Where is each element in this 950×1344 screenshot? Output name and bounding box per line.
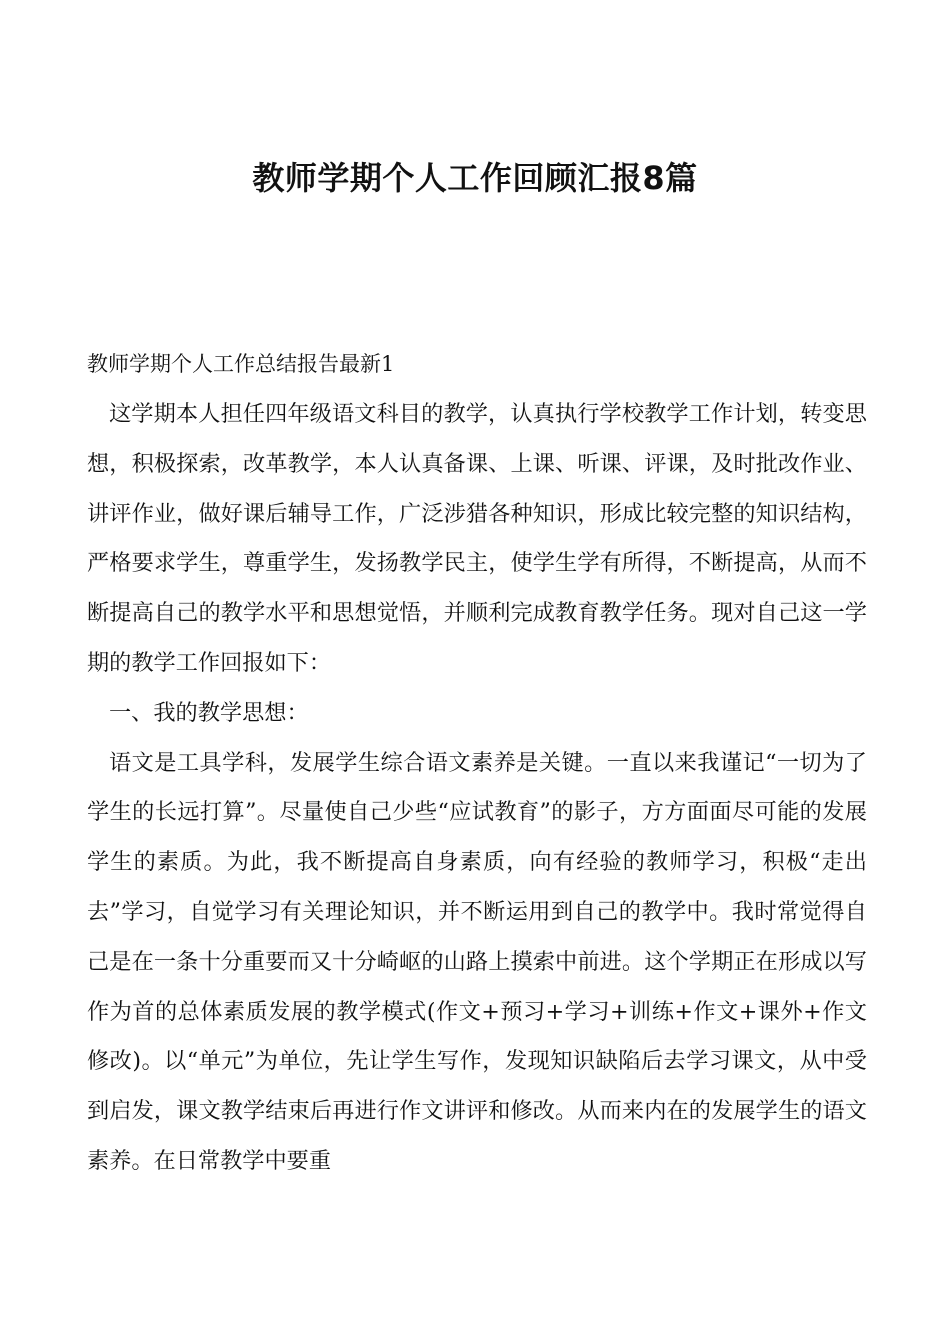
paragraph-teaching-thoughts: 语文是工具学科，发展学生综合语文素养是关键。一直以来我谨记“一切为了学生的长远打算”。尽量使自己少些“应试教育”的影子，方方面面尽可能的发展学生的素质。为此，我不断提高自身素质，向有经验的教师学习，积极“走出去”学习，自觉学习有关理论知识，并不断运用到自己的教学中。我时常觉得自己是在一条十分重要而又十分崎岖的山路上摸索中前进。这个学期正在形成以写作为首的总体素质发展的教学模式(作文+预习+学习+训练+作文+课外+作文修改)。以“单元”为单位，先让学生写作，发现知识缺陷后去学习课文，从中受到启发，课文教学结束后再进行作文讲评和修改。从而来内在的发展学生的语文素养。在日常教学中要重: [87, 749, 867, 1174]
subheading-teaching-thoughts: 一、我的教学思想：: [109, 699, 309, 726]
document-body: [87, 344, 867, 1187]
section-heading: 教师学期个人工作总结报告最新1: [87, 352, 395, 376]
document-title: 教师学期个人工作回顾汇报8篇: [252, 159, 698, 197]
paragraph-intro: 这学期本人担任四年级语文科目的教学，认真执行学校教学工作计划，转变思想，积极探索，改革教学，本人认真备课、上课、听课、评课，及时批改作业、讲评作业，做好课后辅导工作，广泛涉猎各种知识，形成比较完整的知识结构，严格要求学生，尊重学生，发扬教学民主，使学生学有所得，不断提高，从而不断提高自己的教学水平和思想觉悟，并顺利完成教育教学任务。现对自己这一学期的教学工作回报如下：: [87, 401, 867, 676]
